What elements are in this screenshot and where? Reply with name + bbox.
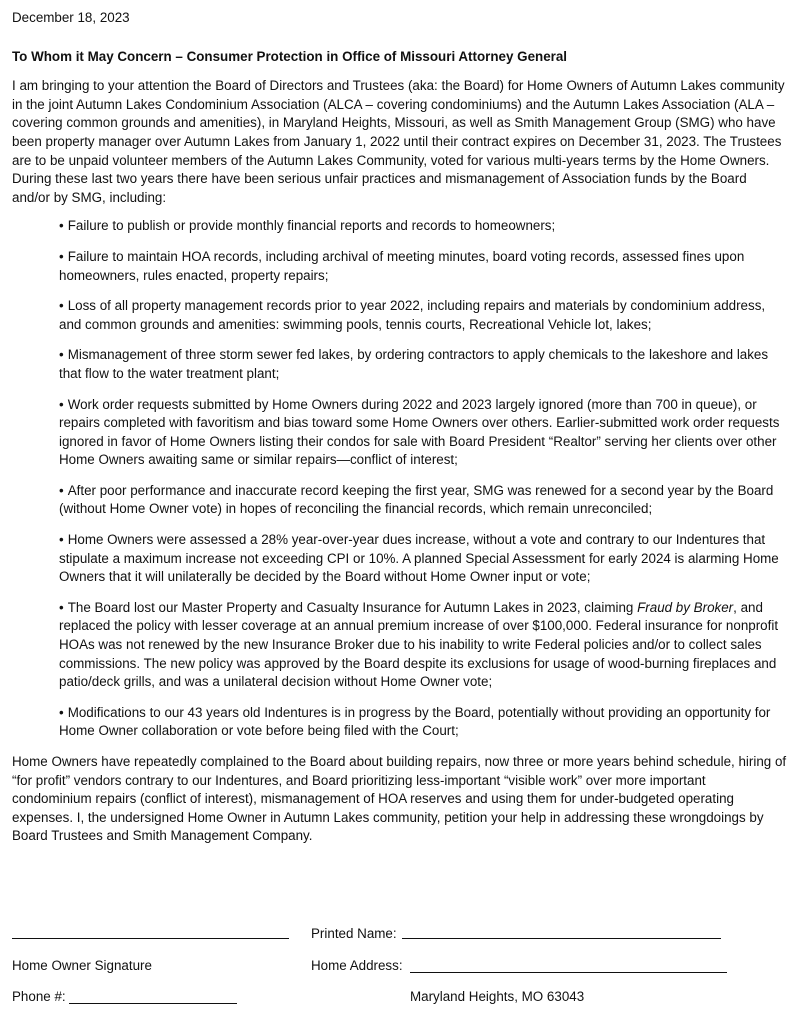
list-item bbox=[59, 396, 787, 470]
signature-label: Home Owner Signature bbox=[12, 958, 152, 973]
list-item bbox=[59, 482, 787, 519]
bullet-icon: • bbox=[59, 599, 64, 615]
bullet-icon: • bbox=[59, 248, 64, 264]
bullet-icon: • bbox=[59, 704, 64, 720]
list-item bbox=[59, 248, 787, 285]
list-item-text: Failure to maintain HOA records, including archival of meeting minutes, board voting records, assessed fines upon homeowners, rules enacted, property repairs; bbox=[59, 248, 745, 283]
phone-field[interactable] bbox=[69, 1003, 237, 1004]
phone-label: Phone #: bbox=[12, 989, 66, 1004]
signature-line[interactable] bbox=[12, 938, 289, 939]
list-item bbox=[59, 217, 787, 236]
list-item-emphasis: Fraud by Broker bbox=[637, 599, 734, 615]
list-item bbox=[59, 531, 787, 587]
list-item-text: The Board lost our Master Property and Casualty Insurance for Autumn Lakes in 2023, claiming bbox=[67, 599, 638, 615]
home-address-field[interactable] bbox=[410, 972, 727, 973]
letter-page bbox=[12, 9, 787, 846]
letter-date: December 18, 2023 bbox=[12, 10, 130, 25]
bullet-icon: • bbox=[59, 532, 64, 548]
home-address-label: Home Address: bbox=[311, 958, 403, 973]
list-item-text: Mismanagement of three storm sewer fed lakes, by ordering contractors to apply chemicals to the lakeshore and lakes that flow to the water treatment plant; bbox=[59, 347, 769, 381]
list-item bbox=[59, 297, 787, 334]
bullet-icon: • bbox=[59, 482, 64, 498]
city-line: Maryland Heights, MO 63043 bbox=[410, 989, 585, 1004]
signature-block bbox=[0, 920, 775, 1010]
printed-name-field[interactable] bbox=[402, 938, 721, 939]
list-item-text: , and replaced the policy with lesser coverage at an annual premium increase of over $100,000. Federal insurance for nonprofit HOAs was not renewed by the new Insurance Broker due to his inability to write Federal policies and/or to collect sales commissions. The new policy was approved by the Board despite its exclusions for usage of wood-burning fireplaces and patio/deck grills, and was a unilateral decision without Home Owner vote; bbox=[59, 599, 779, 690]
list-item bbox=[59, 346, 787, 383]
bullet-icon: • bbox=[59, 347, 64, 363]
list-item-text: Failure to publish or provide monthly financial reports and records to homeowners; bbox=[67, 218, 556, 234]
complaint-list bbox=[12, 217, 787, 741]
list-item bbox=[59, 704, 787, 741]
letter-closing: Home Owners have repeatedly complained to the Board about building repairs, now three or more years behind schedule, hiring of “for profit” vendors contrary to our Indentures, and Board prioritizing less-important “visible work” over more important condominium repairs (conflict of interest), mismanagement of HOA reserves and using them for under-budgeted operating expenses. I, the undersigned Home Owner in Autumn Lakes community, petition your help in addressing these wrongdoings by Board Trustees and Smith Management Company. bbox=[12, 754, 787, 844]
letter-subject: To Whom it May Concern – Consumer Protection in Office of Missouri Attorney General bbox=[12, 48, 568, 64]
list-item-text: Loss of all property management records prior to year 2022, including repairs and materials by condominium address, and common grounds and amenities: swimming pools, tennis courts, Recreational Vehicle lot, lakes; bbox=[59, 298, 766, 332]
bullet-icon: • bbox=[59, 298, 64, 314]
list-item-text: Home Owners were assessed a 28% year-over-year dues increase, without a vote and contrary to our Indentures that stipulate a maximum increase not exceeding CPI or 10%. A planned Special Assessment for early 2024 is alarming Home Owners that it will unilaterally be decided by the Board without Home Owner input or vote; bbox=[59, 532, 779, 585]
bullet-icon: • bbox=[59, 218, 64, 234]
list-item-text: After poor performance and inaccurate record keeping the first year, SMG was renewed for a second year by the Board (without Home Owner vote) in hopes of reconciling the financial records, which remain unreconciled; bbox=[59, 482, 774, 517]
list-item bbox=[59, 599, 787, 692]
list-item-text: Modifications to our 43 years old Indentures is in progress by the Board, potentially without providing an opportunity for Home Owner collaboration or vote before being filed with the Court; bbox=[59, 704, 771, 739]
printed-name-label: Printed Name: bbox=[311, 926, 397, 941]
list-item-text: Work order requests submitted by Home Owners during 2022 and 2023 largely ignored (more than 700 in queue), or repairs completed with favoritism and bias toward some Home Owners over others. Earlier-submitted work order requests ignored in favor of Home Owners listing their condos for sale with Board President “Realtor” serving her clients over other Home Owners awaiting same or similar repairs—conflict of interest; bbox=[59, 396, 780, 468]
bullet-icon: • bbox=[59, 396, 64, 412]
letter-intro: I am bringing to your attention the Board of Directors and Trustees (aka: the Board) for Home Owners of Autumn Lakes community in the joint Autumn Lakes Condominium Association (ALCA – covering condominiums) and the Autumn Lakes Association (ALA – covering common grounds and amenities), in Maryland Heights, Missouri, as well as Smith Management Group (SMG) who have been property manager over Autumn Lakes from January 1, 2022 until their contract expires on December 31, 2023. The Trustees are to be unpaid volunteer members of the Autumn Lakes Community, voted for various multi-years terms by the Home Owners. During these last two years there have been serious unfair practices and mismanagement of Association funds by the Board and/or by SMG, including: bbox=[12, 78, 785, 205]
